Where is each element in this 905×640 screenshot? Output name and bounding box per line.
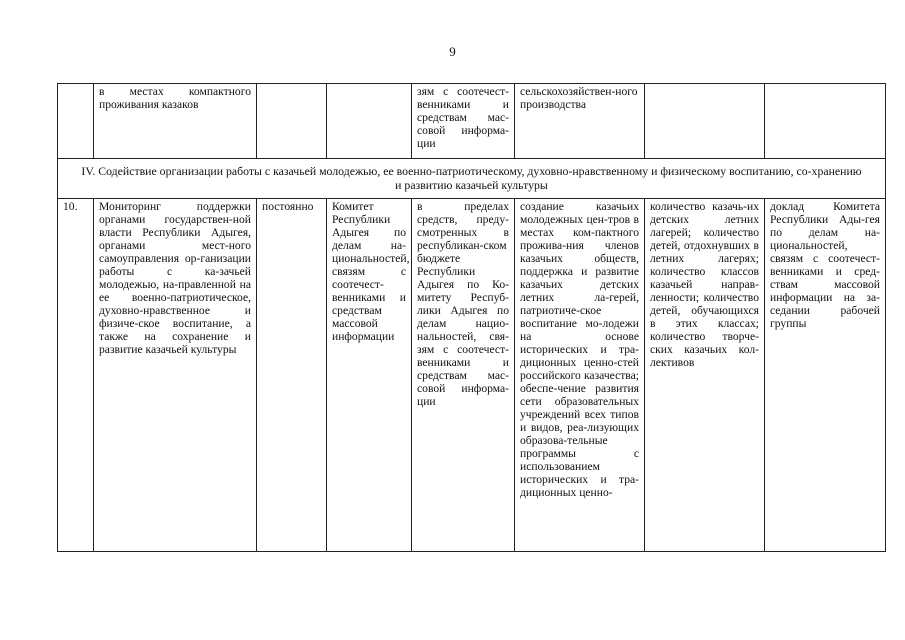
cell-reporting: доклад Комитета Республики Ады-гея по делам на-циональностей, связям с соотечест-венниками и сред-ствам массовой информации на за-седании рабочей группы [765,199,886,552]
cell-measure: Мониторинг поддержки органами государствен-ной власти Республики Адыгея, органами мест-ного самоуправления ор-ганизации работы с ка-зачьей молодежью, на-правленной на ее военно-патриотическое, духовно-нравственное и физиче-ское воспитание, а также на сохранение и развитие казачьей культуры [94,199,257,552]
cell-reporting [765,84,886,159]
cell-responsible: Комитет Республики Адыгея по делам на-циональностей, связям с соотечест-венниками и средствам массовой информации [327,199,412,552]
cell-result: сельскохозяйствен-ного производства [515,84,645,159]
section-header-row [58,159,886,199]
table-row-10 [58,199,886,552]
cell-financing: в пределах средств, преду-смотренных в республикан-ском бюджете Республики Адыгея по Ко-митету Респуб-лики Адыгея по делам нацио-нальностей, свя-зям с соотечест-венниками и средствам мас-совой информа-ции [412,199,515,552]
cell-executors: зям с соотечест-венниками и средствам мас-совой информа-ции [412,84,515,159]
cell-number: 10. [58,199,94,552]
cell-term: постоянно [257,199,327,552]
page-number: 9 [449,44,456,59]
cell-indicators: количество казачь-их детских летних лагерей; количество детей, отдохнувших в летних лагерях; количество классов казачьей направ-ленности; количество детей, обучающихся в этих классах; количество творче-ских казачьих кол-лективов [645,199,765,552]
cell-indicators [645,84,765,159]
table-row-continuation [58,84,886,159]
cell-measure: в местах компактного проживания казаков [94,84,257,159]
section-title: IV. Содействие организации работы с казачьей молодежью, ее военно-патриотическому, духовно-нравственному и физическому воспитанию, со-хранению и развитию казачьей культуры [58,159,886,199]
cell-term [257,84,327,159]
measures-table [57,83,886,552]
cell-result: создание казачьих молодежных цен-тров в местах ком-пактного прожива-ния членов казачьих обществ, поддержка и развитие казачьих детских летних ла-герей, патриотиче-ское воспитание мо-лодежи на основе исторических и тра-диционных ценно-стей российского казачества; обеспе-чение развития сети образовательных учреждений всех типов и видов, реа-лизующих образова-тельные программы с использованием исторических и тра-диционных ценно- [515,199,645,552]
cell-number [58,84,94,159]
cell-responsible [327,84,412,159]
